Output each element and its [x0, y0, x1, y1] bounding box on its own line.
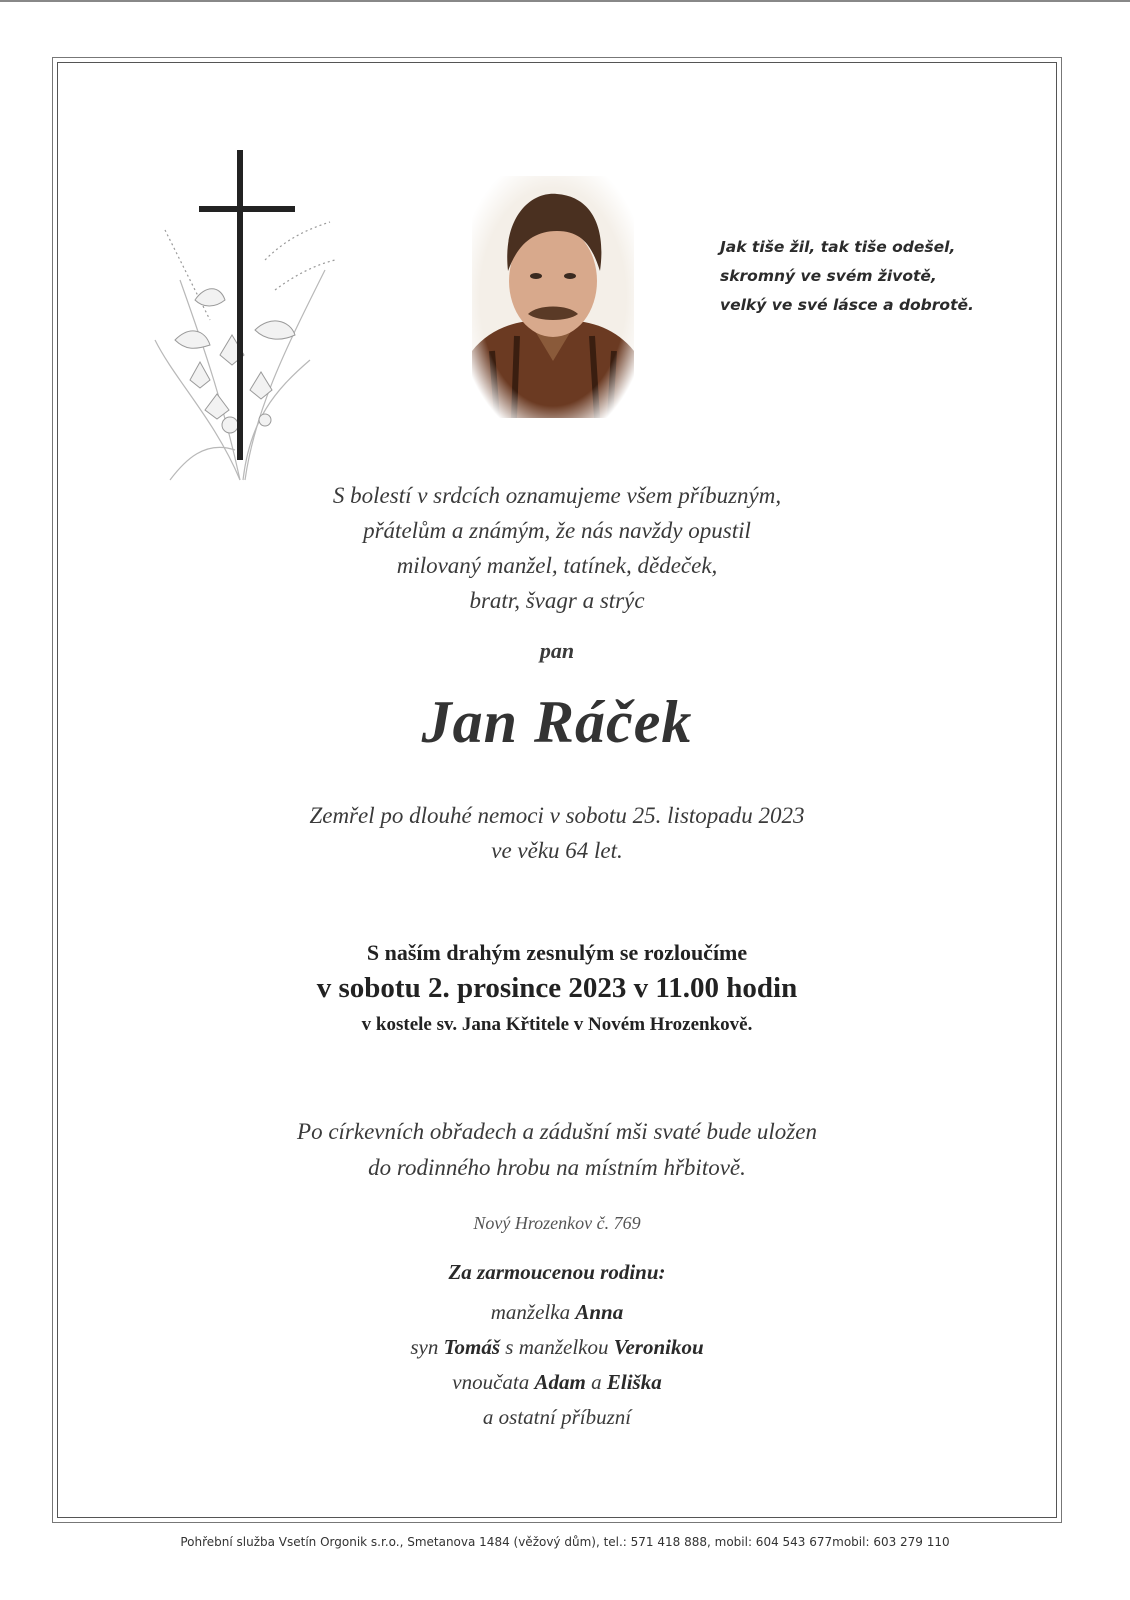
burial-line: Po církevních obřadech a zádušní mši svaté bude uložen — [297, 1119, 817, 1144]
quote-line: Jak tiše žil, tak tiše odešel, — [720, 238, 956, 256]
quote-line: velký ve své lásce a dobrotě. — [720, 296, 974, 314]
family-title: Za zarmoucenou rodinu: — [448, 1260, 666, 1284]
top-edge-line — [0, 0, 1130, 2]
announcement-line: bratr, švagr a strýc — [469, 588, 645, 613]
burial-notice — [57, 1114, 1057, 1186]
portrait-photo — [472, 176, 634, 418]
announcement-line: přátelům a známým, že nás navždy opustil — [363, 518, 751, 543]
farewell-intro: S naším drahým zesnulým se rozloučíme — [366, 940, 748, 965]
cross-with-lilies-icon — [135, 150, 345, 495]
death-notice — [57, 798, 1057, 868]
announcement-line: milovaný manžel, tatínek, dědeček, — [396, 553, 718, 578]
honorific: pan — [539, 638, 575, 663]
family-list — [57, 1295, 1057, 1435]
family-row: syn Tomáš s manželkou Veronikou — [410, 1335, 704, 1359]
address: Nový Hrozenkov č. 769 — [473, 1213, 641, 1233]
footer-contact: Pohřební služba Vsetín Orgonik s.r.o., Smetanova 1484 (věžový dům), tel.: 571 418 888, mobil: 604 543 677mobil: 603 279 110 — [180, 1535, 950, 1549]
farewell-place: v kostele sv. Jana Křtitele v Novém Hrozenkově. — [361, 1014, 753, 1035]
family-row: manželka Anna — [490, 1300, 624, 1324]
death-line: ve věku 64 let. — [491, 838, 623, 863]
death-line: Zemřel po dlouhé nemoci v sobotu 25. listopadu 2023 — [309, 803, 805, 828]
quote-line: skromný ve svém životě, — [720, 267, 937, 285]
family-row: a ostatní příbuzní — [482, 1405, 632, 1429]
deceased-name: Jan Ráček — [421, 689, 693, 755]
family-row: vnoučata Adam a Eliška — [452, 1370, 662, 1394]
farewell-date: v sobotu 2. prosince 2023 v 11.00 hodin — [316, 972, 798, 1004]
announcement-line: S bolestí v srdcích oznamujeme všem příbuzným, — [332, 483, 782, 508]
burial-line: do rodinného hrobu na místním hřbitově. — [368, 1155, 746, 1180]
announcement — [57, 478, 1057, 618]
quote — [720, 233, 1040, 320]
